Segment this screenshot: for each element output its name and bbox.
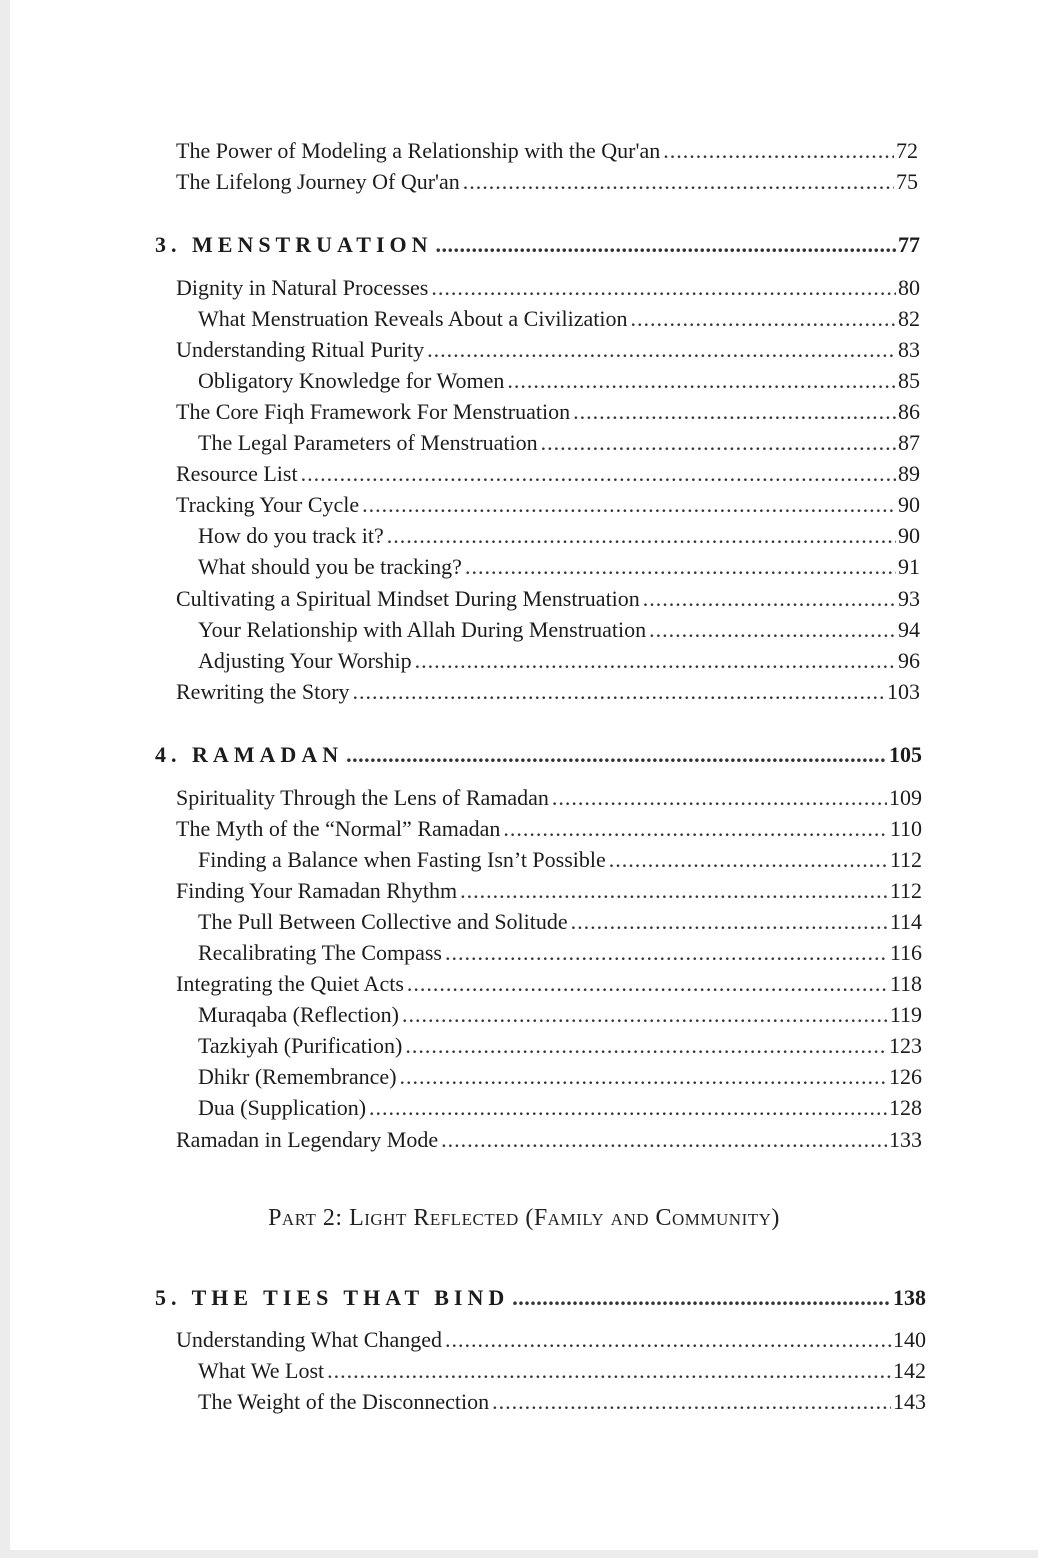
dot-leader [362,489,896,520]
dot-leader [649,614,896,645]
dot-leader [663,135,894,166]
toc-entry-title: The Lifelong Journey Of Qur'an [176,169,460,194]
toc-page-number: 80 [898,275,920,300]
toc-entry[interactable] [176,135,918,166]
toc-entry-title: Integrating the Quiet Acts [176,971,404,996]
toc-page-number: 82 [898,306,920,331]
dot-leader [465,551,896,582]
toc-page-number: 133 [889,1127,922,1152]
toc-page-number: 89 [898,461,920,486]
toc-page-number: 109 [889,785,922,810]
toc-page-number: 91 [898,554,920,579]
toc-chapter-entry[interactable] [155,229,920,260]
dot-leader [552,782,887,813]
toc-entry-title: Understanding What Changed [176,1327,442,1352]
toc-page-number: 118 [889,971,922,996]
toc-page-number: 77 [898,232,920,257]
toc-entry[interactable] [198,614,920,645]
dot-leader [415,645,896,676]
dot-leader [369,1092,887,1123]
toc-entry[interactable] [176,583,920,614]
dot-leader [492,1386,891,1417]
dot-leader [407,968,888,999]
toc-chapter-entry[interactable] [155,739,922,770]
toc-entry[interactable] [176,1324,926,1355]
toc-entry[interactable] [176,875,922,906]
toc-page-number: 138 [893,1285,926,1310]
toc-entry-title: Recalibrating The Compass [198,940,442,965]
part-heading-text: Part 2: Light Reflected (Family and Community) [268,1205,780,1231]
toc-entry[interactable] [176,489,920,520]
dot-leader [402,999,888,1030]
toc-entry-title: Adjusting Your Worship [198,648,412,673]
toc-page-number: 96 [898,648,920,673]
toc-page-number: 87 [898,430,920,455]
dot-leader [512,1282,891,1313]
toc-entry[interactable] [176,676,920,707]
dot-leader [346,739,887,770]
toc-entry-title: 3. MENSTRUATION [155,232,433,257]
toc-entry-title: Finding a Balance when Fasting Isn’t Possible [198,847,606,872]
toc-entry-title: What Menstruation Reveals About a Civilization [198,306,628,331]
dot-leader [541,427,896,458]
toc-entry[interactable] [198,365,920,396]
toc-entry-title: Tracking Your Cycle [176,492,360,517]
dot-leader [503,813,887,844]
toc-entry[interactable] [198,520,920,551]
toc-entry[interactable] [198,1092,922,1123]
toc-entry[interactable] [176,1124,922,1155]
dot-leader [427,334,896,365]
toc-page-number: 75 [896,169,918,194]
toc-entry[interactable] [198,645,920,676]
dot-leader [387,520,896,551]
toc-entry-title: Understanding Ritual Purity [176,337,425,362]
toc-entry[interactable] [198,999,922,1030]
toc-entry-title: Obligatory Knowledge for Women [198,368,505,393]
part-heading [10,1205,1038,1232]
toc-page-number: 85 [898,368,920,393]
toc-entry-title: What should you be tracking? [198,554,462,579]
toc-page-number: 86 [898,399,920,424]
toc-entry-title: Your Relationship with Allah During Menstruation [198,617,647,642]
toc-entry-title: The Power of Modeling a Relationship with the Qur'an [176,138,661,163]
toc-page-number: 114 [889,909,922,934]
toc-entry-title: The Legal Parameters of Menstruation [198,430,538,455]
toc-page-number: 83 [898,337,920,362]
dot-leader [445,937,888,968]
toc-entry-title: The Pull Between Collective and Solitude [198,909,568,934]
toc-page-number: 94 [898,617,920,642]
toc-entry-title: Dignity in Natural Processes [176,275,429,300]
dot-leader [463,166,894,197]
toc-entry[interactable] [198,303,920,334]
toc-entry-title: Spirituality Through the Lens of Ramadan [176,785,549,810]
toc-entry-title: Muraqaba (Reflection) [198,1002,399,1027]
toc-entry-title: 4. RAMADAN [155,742,344,767]
toc-chapter-entry[interactable] [155,1282,926,1313]
toc-entry-title: Finding Your Ramadan Rhythm [176,878,458,903]
toc-entry-title: Cultivating a Spiritual Mindset During Menstruation [176,586,640,611]
toc-page-number: 119 [889,1002,922,1027]
toc-entry-title: Ramadan in Legendary Mode [176,1127,439,1152]
book-page [10,0,1038,1550]
toc-entry[interactable] [198,906,922,937]
toc-page-number: 90 [898,492,920,517]
toc-page-number: 116 [889,940,922,965]
toc-entry[interactable] [176,968,922,999]
dot-leader [431,272,896,303]
dot-leader [643,583,896,614]
dot-leader [445,1324,891,1355]
toc-page-number: 112 [889,878,922,903]
toc-entry[interactable] [198,427,920,458]
toc-entry[interactable] [198,844,922,875]
toc-page-number: 105 [889,742,922,767]
toc-entry-title: Dua (Supplication) [198,1095,367,1120]
toc-entry-title: The Myth of the “Normal” Ramadan [176,816,501,841]
toc-entry-title: The Weight of the Disconnection [198,1389,490,1414]
toc-entry[interactable] [176,782,922,813]
dot-leader [571,906,888,937]
toc-page-number: 123 [889,1033,922,1058]
toc-page-number: 126 [889,1064,922,1089]
dot-leader [573,396,896,427]
dot-leader [436,229,896,260]
toc-entry-title: The Core Fiqh Framework For Menstruation [176,399,571,424]
toc-entry[interactable] [198,551,920,582]
toc-entry[interactable] [198,1030,922,1061]
toc-entry-title: How do you track it? [198,523,384,548]
dot-leader [460,875,888,906]
toc-page-number: 72 [896,138,918,163]
toc-page-number: 103 [887,679,920,704]
dot-leader [353,676,885,707]
toc-entry-title: What We Lost [198,1358,325,1383]
dot-leader [405,1030,887,1061]
dot-leader [441,1124,887,1155]
toc-entry-title: Rewriting the Story [176,679,350,704]
toc-entry[interactable] [198,1061,922,1092]
dot-leader [327,1355,891,1386]
toc-page-number: 128 [889,1095,922,1120]
dot-leader [301,458,896,489]
toc-page-number: 143 [893,1389,926,1414]
toc-entry[interactable] [176,813,922,844]
toc-entry[interactable] [198,937,922,968]
toc-entry[interactable] [176,458,920,489]
toc-entry-title: 5. THE TIES THAT BIND [155,1285,510,1310]
dot-leader [400,1061,887,1092]
dot-leader [631,303,896,334]
toc-entry[interactable] [176,166,918,197]
toc-page-number: 93 [898,586,920,611]
toc-entry-title: Resource List [176,461,298,486]
toc-entry[interactable] [176,272,920,303]
toc-entry-title: Tazkiyah (Purification) [198,1033,403,1058]
toc-entry[interactable] [176,334,920,365]
toc-entry[interactable] [176,396,920,427]
toc-entry[interactable] [198,1355,926,1386]
toc-page-number: 90 [898,523,920,548]
toc-page-number: 142 [893,1358,926,1383]
dot-leader [507,365,896,396]
toc-page-number: 110 [889,816,922,841]
toc-page-number: 140 [893,1327,926,1352]
toc-page-number: 112 [889,847,922,872]
dot-leader [609,844,888,875]
toc-entry-title: Dhikr (Remembrance) [198,1064,397,1089]
toc-entry[interactable] [198,1386,926,1417]
